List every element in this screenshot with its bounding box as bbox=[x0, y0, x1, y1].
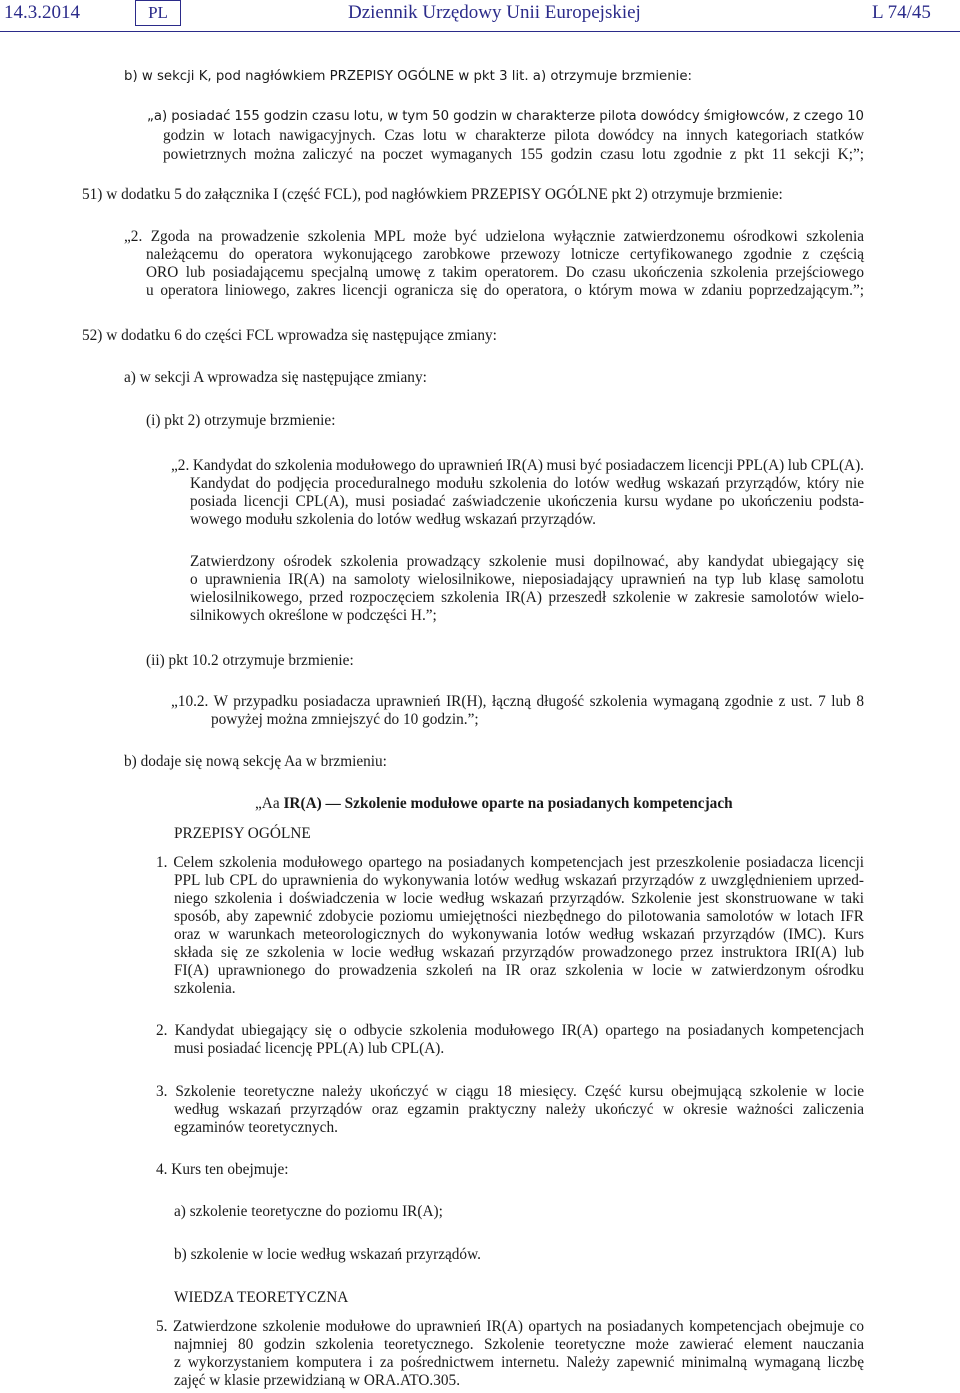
text-line: należącemu do operatora wykonującego zarobkowe przewozy lotnicze certyfikowanego zgodnie z częścią bbox=[146, 246, 864, 263]
text-line: powyżej można zmniejszyć do 10 godzin.”; bbox=[211, 711, 479, 728]
text-line: niego szkolenia i doświadczenia w locie według wskazań przyrządów. Szkolenie jest skonstruowane w taki bbox=[174, 890, 864, 907]
page-number: L 74/45 bbox=[872, 2, 931, 23]
text-line: „10.2. W przypadku posiadacza uprawnień IR(H), łączną długość szkolenia wymaganą zgodnie z ust. 7 lub 8 bbox=[171, 693, 864, 710]
text-line: PPL lub CPL do uprawnienia do wykonywania lotów według wskazań przyrządów z uwzględnieniem uprzed- bbox=[174, 872, 864, 889]
text-line: 52) w dodatku 6 do części FCL wprowadza się następujące zmiany: bbox=[82, 327, 497, 344]
text-line: Kandydat do podjęcia proceduralnego modułu szkolenia do lotów według wskazań przyrządów, który nie bbox=[190, 475, 864, 492]
section-heading-title: IR(A) — Szkolenie modułowe oparte na posiadanych kompetencjach bbox=[283, 795, 733, 812]
text-line: b) szkolenie w locie według wskazań przyrządów. bbox=[174, 1246, 481, 1263]
text-line: silnikowych określone w podczęści H.”; bbox=[190, 607, 437, 624]
section-heading-prefix: „Aa bbox=[255, 795, 280, 812]
text-line: „a) posiadać 155 godzin czasu lotu, w tym 50 godzin w charakterze pilota dowódcy śmigłowców, z czego 10 bbox=[147, 109, 864, 124]
text-line: o uprawnienia IR(A) na samoloty wielosilnikowe, nieposiadający uprawnień na typ lub klasę samolotu bbox=[190, 571, 864, 588]
text-line: Zatwierdzony ośrodek szkolenia prowadzący szkolenie musi dopilnować, aby kandydat ubiegający się bbox=[190, 553, 864, 570]
text-line: a) szkolenie teoretyczne do poziomu IR(A); bbox=[174, 1203, 443, 1220]
text-line: „2. Kandydat do szkolenia modułowego do uprawnień IR(A) musi być posiadaczem licencji PPL(A) lub CPL(A). bbox=[171, 457, 864, 474]
text-line: (ii) pkt 10.2 otrzymuje brzmienie: bbox=[146, 652, 354, 669]
section-heading bbox=[255, 794, 733, 813]
text-line: a) w sekcji A wprowadza się następujące zmiany: bbox=[124, 369, 427, 386]
text-line: 1. Celem szkolenia modułowego opartego na posiadanych kompetencjach jest przeszkolenie posiadacza licencji bbox=[156, 854, 864, 871]
header-rule bbox=[0, 31, 960, 32]
text-line: najmniej 80 godzin szkolenia teoretycznego. Szkolenie teoretyczne może zawierać element nauczania bbox=[174, 1336, 864, 1353]
text-line: u operatora liniowego, zakres licencji ogranicza się do operatora, o którym mowa w zdaniu poprzedzającym.”; bbox=[146, 282, 864, 299]
text-line: oraz w warunkach meteorologicznych do wykonywania lotów według wskazań przyrządów (IMC). Kurs bbox=[174, 926, 864, 943]
text-line: 3. Szkolenie teoretyczne należy ukończyć w ciągu 18 miesięcy. Część kursu obejmującą szkolenie w locie bbox=[156, 1083, 864, 1100]
text-line: b) dodaje się nową sekcję Aa w brzmieniu: bbox=[124, 753, 387, 770]
text-line: wowego modułu szkolenia do lotów według wskazań przyrządów. bbox=[190, 511, 596, 528]
text-line: godzin w lotach nawigacyjnych. Czas lotu w charakterze pilota dowódcy na innych kategoriach statków bbox=[163, 127, 864, 144]
subheading: PRZEPISY OGÓLNE bbox=[174, 825, 311, 842]
text-line: egzaminów teoretycznych. bbox=[174, 1119, 338, 1136]
journal-title: Dziennik Urzędowy Unii Europejskiej bbox=[348, 2, 641, 23]
text-line: składa się ze szkolenia w locie według wskazań przyrządów prowadzonego przez instruktora IRI(A) lub bbox=[174, 944, 864, 961]
text-line: 4. Kurs ten obejmuje: bbox=[156, 1161, 289, 1178]
text-line: posiada licencji CPL(A), musi posiadać zaświadczenie ukończenia kursu wydane po ukończeniu podsta- bbox=[190, 493, 864, 510]
text-line: FI(A) uprawnionego do prowadzenia szkoleń na IR oraz szkolenia w locie w zatwierdzonym ośrodku bbox=[174, 962, 864, 979]
text-line: z wykorzystaniem komputera i za pośrednictwem internetu. Należy zapewnić minimalną wymaganą liczbę bbox=[174, 1354, 864, 1371]
text-line: (i) pkt 2) otrzymuje brzmienie: bbox=[146, 412, 336, 429]
text-line: 51) w dodatku 5 do załącznika I (część FCL), pod nagłówkiem PRZEPISY OGÓLNE pkt 2) otrzymuje brzmienie: bbox=[82, 186, 783, 203]
subheading: WIEDZA TEORETYCZNA bbox=[174, 1289, 349, 1306]
text-line: zajęć w klasie przewidzianą w ORA.ATO.305. bbox=[174, 1372, 461, 1389]
text-line: powietrznych można zaliczyć na poczet wymaganych 155 godzin czasu lotu zgodnie z pkt 11 sekcji K;”; bbox=[163, 146, 864, 163]
text-line: musi posiadać licencję PPL(A) lub CPL(A). bbox=[174, 1040, 445, 1057]
header-date: 14.3.2014 bbox=[4, 2, 80, 23]
language-badge: PL bbox=[135, 0, 181, 26]
text-line: „2. Zgoda na prowadzenie szkolenia MPL może być udzielona wyłącznie zatwierdzonemu ośrodkowi szkolenia bbox=[124, 228, 864, 245]
text-line: wielosilnikowego, przed rozpoczęciem szkolenia IR(A) przeszedł szkolenie w zakresie samolotów wielo- bbox=[190, 589, 864, 606]
text-line: ORO lub posiadającemu specjalną umowę z takim operatorem. Do czasu ukończenia szkolenia przejściowego bbox=[146, 264, 864, 281]
text-line: 2. Kandydat ubiegający się o odbycie szkolenia modułowego IR(A) opartego na posiadanych kompetencjach bbox=[156, 1022, 864, 1039]
text-line: szkolenia. bbox=[174, 980, 236, 997]
text-line: według wskazań przyrządów oraz egzamin praktyczny należy ukończyć w okresie ważności zaliczenia bbox=[174, 1101, 864, 1118]
text-line: b) w sekcji K, pod nagłówkiem PRZEPISY OGÓLNE w pkt 3 lit. a) otrzymuje brzmienie: bbox=[124, 69, 693, 84]
text-line: 5. Zatwierdzone szkolenie modułowe do uprawnień IR(A) opartych na posiadanych kompetencjach obejmuje co bbox=[156, 1318, 864, 1335]
text-line: sposób, aby zapewnić zdobycie poziomu umiejętności niezbędnego do pilotowania samolotów w lotach IFR bbox=[174, 908, 864, 925]
